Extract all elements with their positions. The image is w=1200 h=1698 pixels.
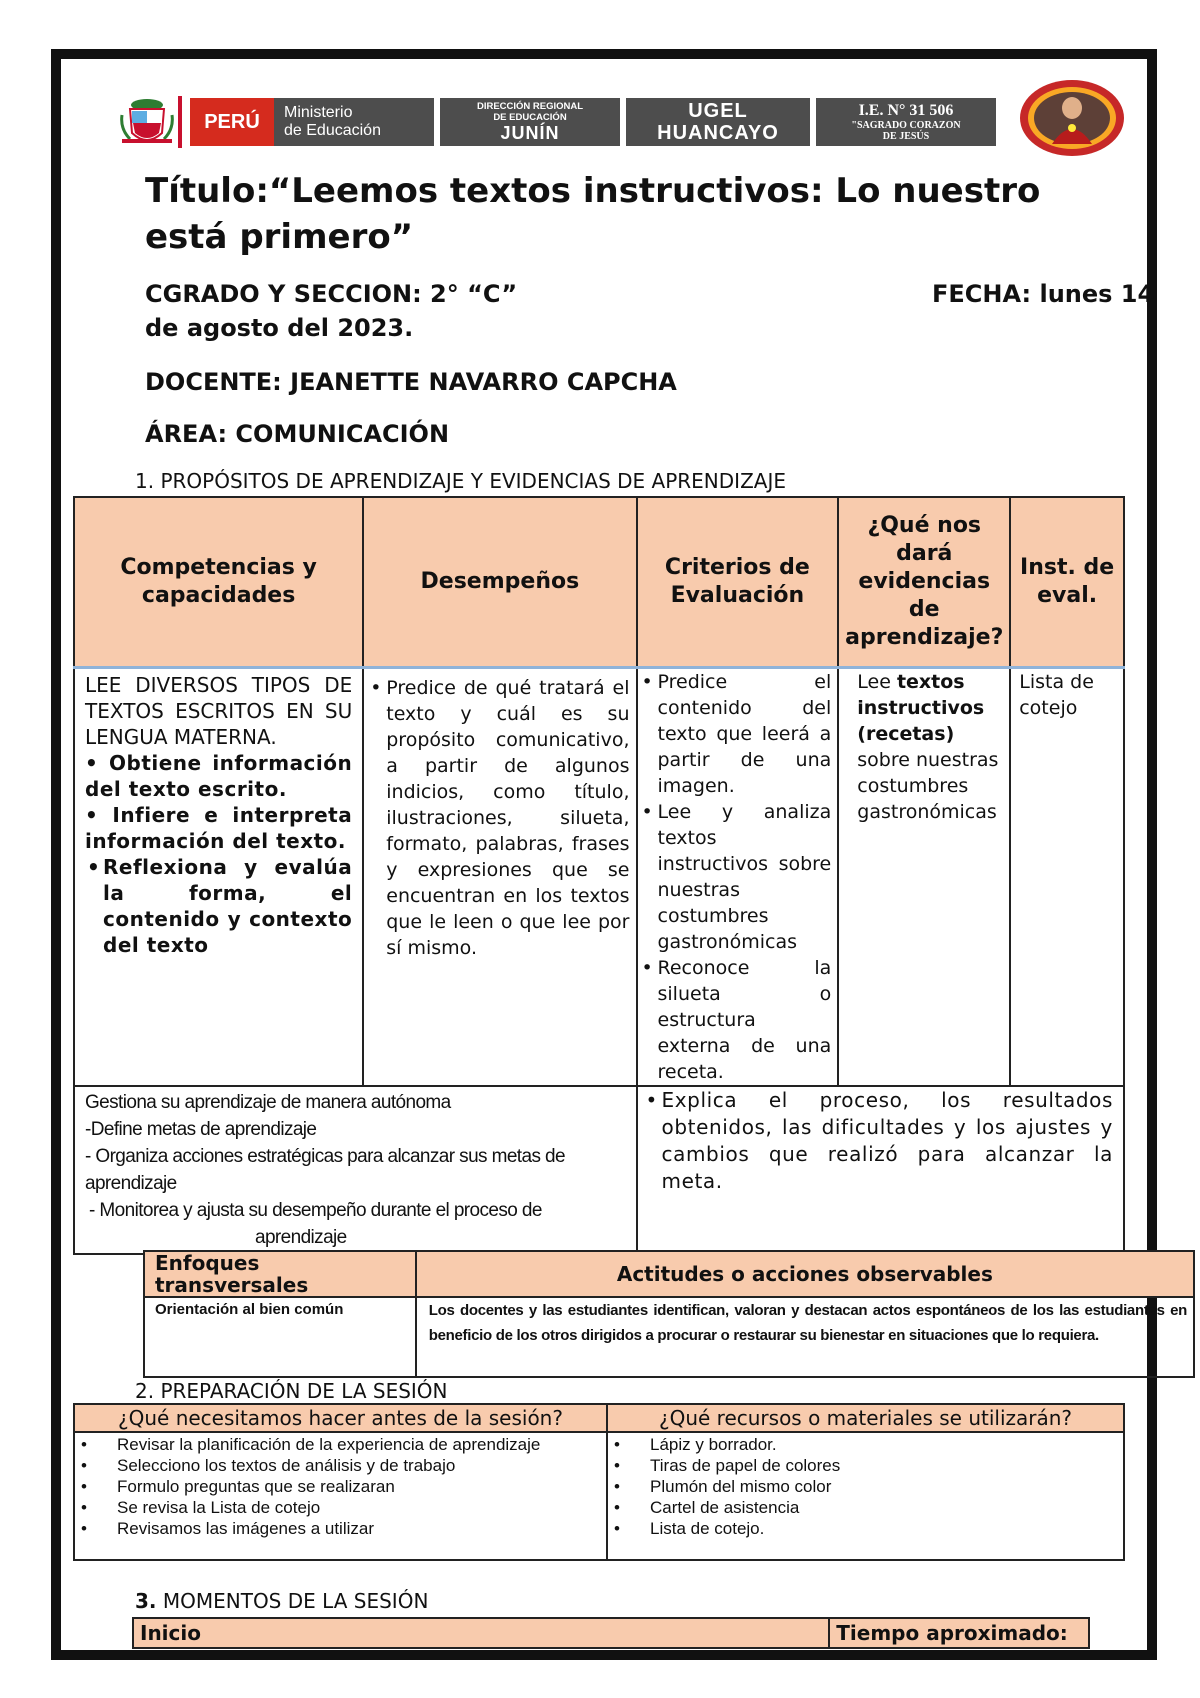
session-preparation-table xyxy=(73,1403,1125,1561)
ministry-line-2: de Educación xyxy=(284,122,381,139)
evidencia-pre: Lee xyxy=(857,670,897,693)
antes-cell xyxy=(74,1432,607,1560)
actitudes-header: Actitudes o acciones observables xyxy=(416,1251,1194,1297)
header-criterios: Criterios de Evaluación xyxy=(637,497,839,667)
recurso-item-1: • Lápiz y borrador. xyxy=(614,1434,1117,1455)
dre-line-1: DIRECCIÓN REGIONAL xyxy=(476,101,584,112)
peru-coat-of-arms-icon xyxy=(118,95,176,149)
enfoque-value: Orientación al bien común xyxy=(144,1297,416,1377)
ugel-line-2: HUANCAYO xyxy=(657,122,779,144)
criterios-list xyxy=(640,669,832,1085)
desempeno-cell xyxy=(363,667,636,1086)
antes-item-3: • Formulo preguntas que se realizaran xyxy=(81,1476,600,1497)
section-3-text: MOMENTOS DE LA SESIÓN xyxy=(156,1589,429,1613)
transversal-approaches-table xyxy=(143,1250,1195,1378)
autonoma-line-5: aprendizaje xyxy=(255,1226,347,1248)
grade-section: CGRADO Y SECCION: 2° “C” xyxy=(145,280,518,308)
autonoma-cell xyxy=(74,1086,637,1254)
peru-label: PERÚ xyxy=(190,98,274,146)
header-instrumento: Inst. de eval. xyxy=(1010,497,1124,667)
header-evidencias: ¿Qué nos dará evidencias de aprendizaje? xyxy=(838,497,1010,667)
recurso-item-4: • Cartel de asistencia xyxy=(614,1497,1117,1518)
capacidad-3: • Reflexiona y evalúa la forma, el contenido y contexto del texto xyxy=(85,854,352,958)
desempeno-list xyxy=(368,675,629,961)
antes-item-2: • Selecciono los textos de análisis y de trabajo xyxy=(81,1455,600,1476)
enfoques-header: Enfoques transversales xyxy=(144,1251,416,1297)
subject-area: ÁREA: COMUNICACIÓN xyxy=(145,420,450,448)
institution-logo-band xyxy=(118,95,996,149)
autonoma-line-2: -Define metas de aprendizaje xyxy=(85,1118,317,1140)
evidencia-bold: textos instructivos (recetas) xyxy=(857,670,985,745)
autonoma-criterio: • Explica el proceso, los resultados obtenidos, las dificultades y los ajustes y cambios que realizó para alcanzar la meta. xyxy=(644,1087,1114,1195)
antes-item-1: • Revisar la planificación de la experiencia de aprendizaje xyxy=(81,1434,600,1455)
session-moments-table xyxy=(132,1617,1090,1649)
learning-purposes-table xyxy=(73,496,1125,1255)
desempeno-item: • Predice de qué tratará el texto y cuál es su propósito comunicativo, a partir de algunos indicios, como título, ilustraciones, silueta, formato, palabras, frases y expresiones que se encuentran en los textos que le leen o que lee por sí mismo. xyxy=(368,675,629,961)
recursos-header: ¿Qué recursos o materiales se utilizarán? xyxy=(607,1404,1124,1432)
section-2-heading: 2. PREPARACIÓN DE LA SESIÓN xyxy=(135,1379,448,1403)
antes-item-5: • Revisamos las imágenes a utilizar xyxy=(81,1518,600,1539)
actitud-value: Los docentes y las estudiantes identifican, valoran y destacan actos espontáneos de los las estudiantes en beneficio de los otros dirigidos a procurar o restaurar su bienestar en situaciones que lo requiera. xyxy=(416,1297,1194,1377)
recurso-item-2: • Tiras de papel de colores xyxy=(614,1455,1117,1476)
recursos-list xyxy=(614,1434,1117,1539)
competencia-title: LEE DIVERSOS TIPOS DE TEXTOS ESCRITOS EN SU LENGUA MATERNA. xyxy=(85,672,353,749)
divider xyxy=(178,96,182,148)
school-line-3: DE JESÚS xyxy=(882,131,930,142)
teacher-name: DOCENTE: JEANETTE NAVARRO CAPCHA xyxy=(145,368,677,396)
antes-item-4: • Se revisa la Lista de cotejo xyxy=(81,1497,600,1518)
date-label: FECHA: lunes 14 xyxy=(932,280,1155,308)
dre-label xyxy=(440,98,620,146)
title-line-2: está primero” xyxy=(145,217,414,257)
criterio-2: • Lee y analiza textos instructivos sobre nuestras costumbres gastronómicas xyxy=(640,799,832,955)
school-line-2: "SAGRADO CORAZON xyxy=(851,120,961,131)
ugel-line-1: UGEL xyxy=(688,100,748,122)
school-label xyxy=(816,98,996,146)
evidencia-cell xyxy=(838,667,1010,1086)
ministry-label xyxy=(274,98,434,146)
recursos-cell xyxy=(607,1432,1124,1560)
criterio-3: • Reconoce la silueta o estructura externa de una receta. xyxy=(640,955,832,1085)
evidencia-post: sobre nuestras costumbres gastronómicas xyxy=(857,748,999,823)
header-desempenos: Desempeños xyxy=(363,497,636,667)
autonoma-line-4: - Monitorea y ajusta su desempeño durante el proceso de xyxy=(89,1199,542,1221)
school-line-1: I.E. N° 31 506 xyxy=(858,102,954,119)
autonoma-line-3: - Organiza acciones estratégicas para alcanzar sus metas de aprendizaje xyxy=(85,1145,565,1194)
criterios-cell xyxy=(637,667,839,1086)
antes-list xyxy=(81,1434,600,1539)
header-competencias: Competencias y capacidades xyxy=(74,497,363,667)
capacidad-2: • Infiere e interpreta información del texto. xyxy=(85,802,353,853)
dre-line-3: JUNÍN xyxy=(500,123,560,143)
recurso-item-5: • Lista de cotejo. xyxy=(614,1518,1117,1539)
ugel-label xyxy=(626,98,810,146)
autonoma-criterio-cell xyxy=(637,1086,1125,1254)
autonoma-line-1: Gestiona su aprendizaje de manera autónoma xyxy=(85,1091,451,1113)
page-title xyxy=(145,168,1125,260)
title-line-1: Título:“Leemos textos instructivos: Lo nuestro xyxy=(145,171,1041,211)
instrumento-cell: Lista de cotejo xyxy=(1010,667,1124,1086)
section-3-number: 3. xyxy=(135,1589,157,1613)
section-3-heading xyxy=(135,1590,428,1612)
capacidad-3-list xyxy=(85,854,352,958)
tiempo-label: Tiempo aproximado: xyxy=(829,1618,1089,1648)
recurso-item-3: • Plumón del mismo color xyxy=(614,1476,1117,1497)
inicio-label: Inicio xyxy=(133,1618,829,1648)
ministry-line-1: Ministerio xyxy=(284,104,353,121)
criterio-1: • Predice el contenido del texto que leerá a partir de una imagen. xyxy=(640,669,832,799)
school-emblem-icon xyxy=(1018,78,1126,158)
section-1-heading: 1. PROPÓSITOS DE APRENDIZAJE Y EVIDENCIAS DE APRENDIZAJE xyxy=(135,469,786,493)
antes-header: ¿Qué necesitamos hacer antes de la sesión? xyxy=(74,1404,607,1432)
competencia-cell xyxy=(74,667,363,1086)
date-continuation: de agosto del 2023. xyxy=(145,314,414,342)
dre-line-2: DE EDUCACIÓN xyxy=(493,112,567,123)
autonoma-criterio-list xyxy=(644,1087,1114,1195)
capacidad-1: • Obtiene información del texto escrito. xyxy=(85,750,353,801)
